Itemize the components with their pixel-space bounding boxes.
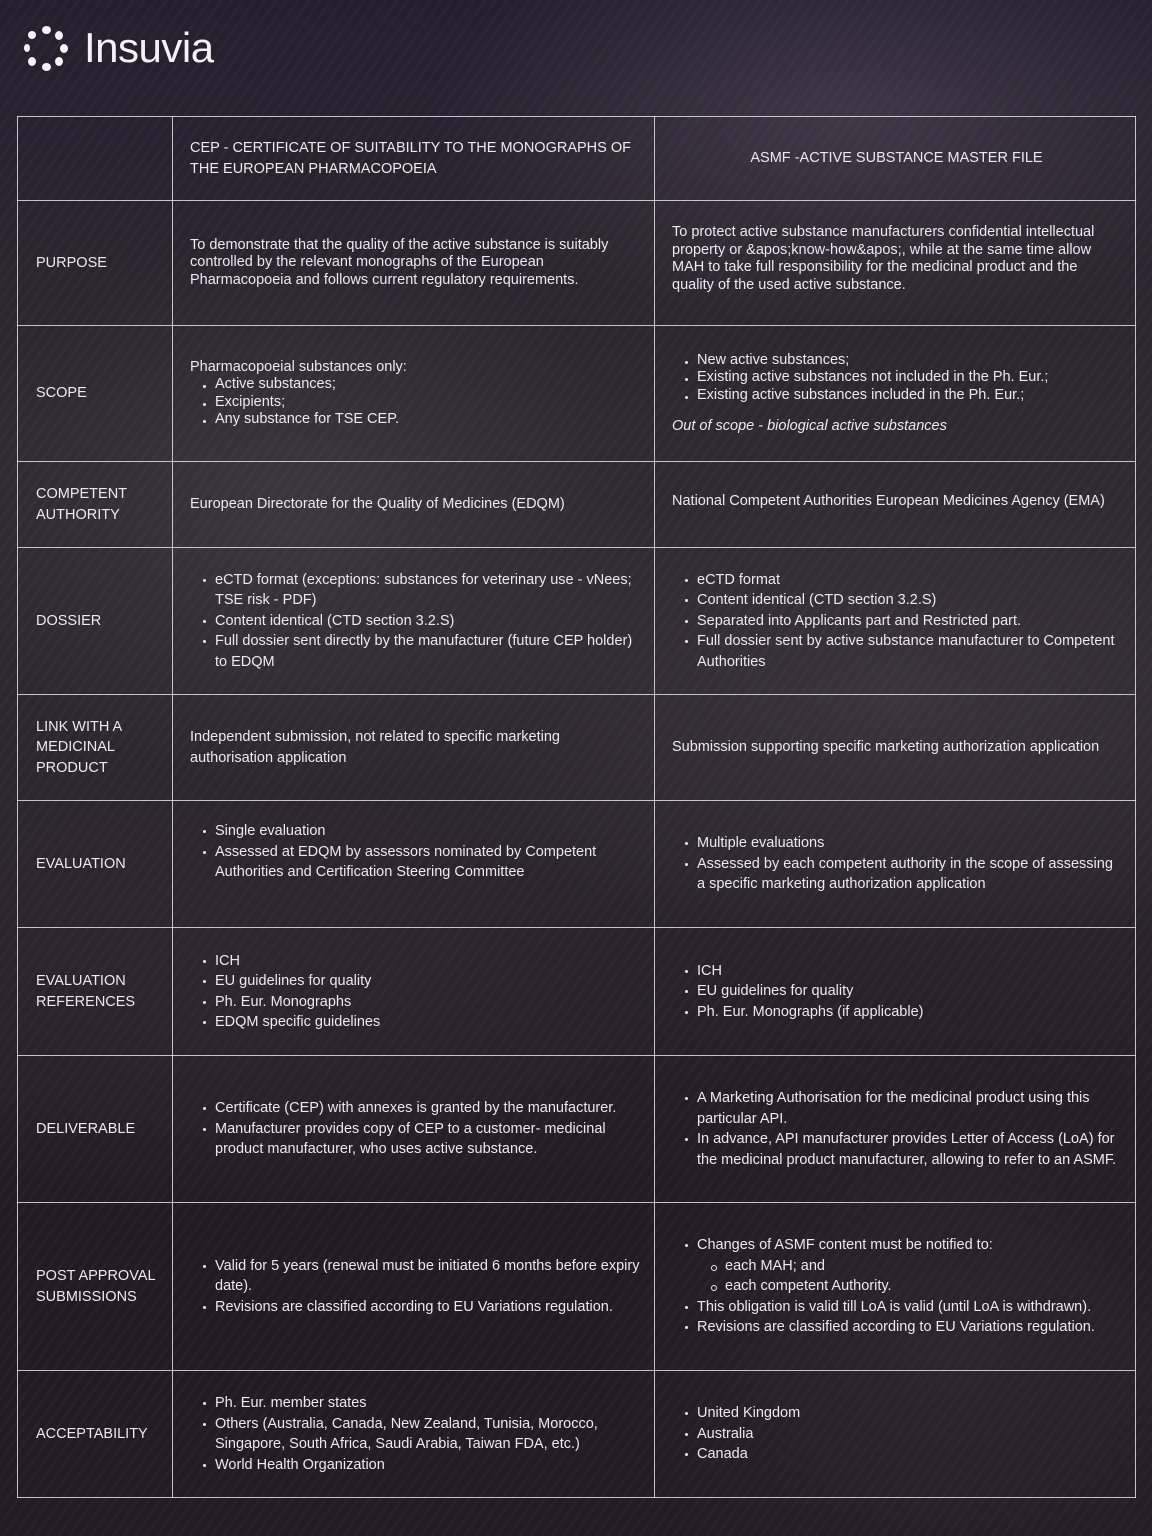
asmf-notify-sublist — [697, 1256, 1121, 1297]
asmf-cell — [655, 1203, 1136, 1371]
sublist-item: each MAH; and — [708, 1256, 1121, 1277]
list-item: Ph. Eur. member states — [198, 1393, 640, 1414]
cep-references-list — [190, 951, 640, 1033]
row-label: LINK WITH A MEDICINAL PRODUCT — [18, 695, 173, 801]
list-item: Revisions are classified according to EU Variations regulation. — [680, 1317, 1121, 1338]
header-asmf: ASMF -ACTIVE SUBSTANCE MASTER FILE — [655, 117, 1136, 201]
asmf-dossier-list — [672, 570, 1121, 673]
asmf-cell — [655, 801, 1136, 928]
row-label: ACCEPTABILITY — [18, 1371, 173, 1498]
cep-scope-list — [190, 376, 640, 429]
table-row-purpose — [18, 201, 1136, 326]
list-item: eCTD format (exceptions: substances for veterinary use - vNees; TSE risk - PDF) — [198, 570, 640, 611]
cep-cell: European Directorate for the Quality of Medicines (EDQM) — [173, 462, 655, 548]
row-label: DOSSIER — [18, 548, 173, 695]
table-row-acceptability — [18, 1371, 1136, 1498]
table-row-competent-authority — [18, 462, 1136, 548]
list-item: eCTD format — [680, 570, 1121, 591]
asmf-cell — [655, 548, 1136, 695]
list-item: ICH — [680, 961, 1121, 982]
list-item: Existing active substances not included in the Ph. Eur.; — [680, 369, 1121, 387]
asmf-scope-list — [672, 352, 1121, 405]
asmf-cell: Submission supporting specific marketing authorization application — [655, 695, 1136, 801]
list-item: United Kingdom — [680, 1403, 1121, 1424]
list-item: Active substances; — [198, 376, 640, 394]
list-item: Content identical (CTD section 3.2.S) — [680, 590, 1121, 611]
list-item: Full dossier sent by active substance manufacturer to Competent Authorities — [680, 631, 1121, 672]
dotted-circle-icon — [22, 24, 70, 72]
asmf-deliverable-list — [672, 1088, 1121, 1170]
list-item: Australia — [680, 1424, 1121, 1445]
list-item: ICH — [198, 951, 640, 972]
cep-dossier-list — [190, 570, 640, 673]
row-label: PURPOSE — [18, 201, 173, 326]
list-item: Content identical (CTD section 3.2.S) — [198, 611, 640, 632]
row-label: EVALUATION REFERENCES — [18, 928, 173, 1056]
list-item: Full dossier sent directly by the manufacturer (future CEP holder) to EDQM — [198, 631, 640, 672]
list-item: Single evaluation — [198, 821, 640, 842]
table-row-dossier — [18, 548, 1136, 695]
asmf-cell — [655, 928, 1136, 1056]
row-label: DELIVERABLE — [18, 1056, 173, 1203]
cep-cell — [173, 326, 655, 462]
list-item: Existing active substances included in the Ph. Eur.; — [680, 387, 1121, 405]
asmf-cell — [655, 1056, 1136, 1203]
list-item: EU guidelines for quality — [198, 971, 640, 992]
asmf-evaluation-list — [672, 833, 1121, 895]
cep-cell — [173, 1056, 655, 1203]
list-item: Any substance for TSE CEP. — [198, 411, 640, 429]
list-item: Assessed at EDQM by assessors nominated by Competent Authorities and Certification Steering Committee — [198, 842, 640, 883]
table-row-evaluation — [18, 801, 1136, 928]
row-label: POST APPROVAL SUBMISSIONS — [18, 1203, 173, 1371]
table-row-deliverable — [18, 1056, 1136, 1203]
cep-deliverable-list — [190, 1098, 640, 1160]
cep-cell — [173, 1371, 655, 1498]
list-item: Revisions are classified according to EU Variations regulation. — [198, 1297, 640, 1318]
list-item: Ph. Eur. Monographs (if applicable) — [680, 1002, 1121, 1023]
cep-evaluation-list — [190, 821, 640, 883]
list-item: This obligation is valid till LoA is valid (until LoA is withdrawn). — [680, 1297, 1121, 1318]
list-item: Assessed by each competent authority in the scope of assessing a specific marketing authorization application — [680, 854, 1121, 895]
cep-cell — [173, 1203, 655, 1371]
list-item: Others (Australia, Canada, New Zealand, Tunisia, Morocco, Singapore, South Africa, Saudi Arabia, Taiwan FDA, etc.) — [198, 1414, 640, 1455]
list-item: Excipients; — [198, 394, 640, 412]
table-header-row — [18, 117, 1136, 201]
brand-logo — [22, 24, 214, 72]
row-label: SCOPE — [18, 326, 173, 462]
list-item: In advance, API manufacturer provides Letter of Access (LoA) for the medicinal product manufacturer, allowing to refer to an ASMF. — [680, 1129, 1121, 1170]
row-label: EVALUATION — [18, 801, 173, 928]
header-cep: CEP - CERTIFICATE OF SUITABILITY TO THE MONOGRAPHS OF THE EUROPEAN PHARMACOPOEIA — [173, 117, 655, 201]
table-row-scope — [18, 326, 1136, 462]
asmf-post-approval-list — [672, 1235, 1121, 1338]
row-label: COMPETENT AUTHORITY — [18, 462, 173, 548]
list-item: Certificate (CEP) with annexes is granted by the manufacturer. — [198, 1098, 640, 1119]
list-item: Valid for 5 years (renewal must be initiated 6 months before expiry date). — [198, 1256, 640, 1297]
asmf-references-list — [672, 961, 1121, 1023]
list-item: A Marketing Authorisation for the medicinal product using this particular API. — [680, 1088, 1121, 1129]
list-item — [680, 1235, 1121, 1297]
list-item: EU guidelines for quality — [680, 981, 1121, 1002]
list-item: Multiple evaluations — [680, 833, 1121, 854]
cep-post-approval-list — [190, 1256, 640, 1318]
list-item: New active substances; — [680, 352, 1121, 370]
cep-acceptability-list — [190, 1393, 640, 1475]
sublist-item: each competent Authority. — [708, 1276, 1121, 1297]
cep-cell — [173, 801, 655, 928]
list-item: Ph. Eur. Monographs — [198, 992, 640, 1013]
cep-cell: Independent submission, not related to specific marketing authorisation application — [173, 695, 655, 801]
table-row-evaluation-references — [18, 928, 1136, 1056]
cep-cell — [173, 928, 655, 1056]
comparison-table — [17, 116, 1136, 1498]
cep-cell: To demonstrate that the quality of the active substance is suitably controlled by the relevant monographs of the European Pharmacopoeia and follows current regulatory requirements. — [173, 201, 655, 326]
asmf-cell: National Competent Authorities European Medicines Agency (EMA) — [655, 462, 1136, 548]
list-item: EDQM specific guidelines — [198, 1012, 640, 1033]
header-empty-cell — [18, 117, 173, 201]
list-item-text: Changes of ASMF content must be notified to: — [697, 1237, 993, 1254]
brand-name: Insuvia — [84, 24, 214, 71]
table-row-post-approval-submissions — [18, 1203, 1136, 1371]
asmf-acceptability-list — [672, 1403, 1121, 1465]
cep-scope-intro: Pharmacopoeial substances only: — [190, 358, 407, 375]
cep-cell — [173, 548, 655, 695]
asmf-cell — [655, 326, 1136, 462]
list-item: World Health Organization — [198, 1455, 640, 1476]
table-row-link-medicinal-product — [18, 695, 1136, 801]
list-item: Canada — [680, 1444, 1121, 1465]
list-item: Manufacturer provides copy of CEP to a customer- medicinal product manufacturer, who uses active substance. — [198, 1119, 640, 1160]
list-item: Separated into Applicants part and Restricted part. — [680, 611, 1121, 632]
asmf-scope-note: Out of scope - biological active substances — [672, 418, 947, 434]
asmf-cell — [655, 1371, 1136, 1498]
asmf-cell: To protect active substance manufacturers confidential intellectual property or &apos;know-how&apos;, while at the same time allow MAH to take full responsibility for the medicinal product and the quality of the used active substance. — [655, 201, 1136, 326]
